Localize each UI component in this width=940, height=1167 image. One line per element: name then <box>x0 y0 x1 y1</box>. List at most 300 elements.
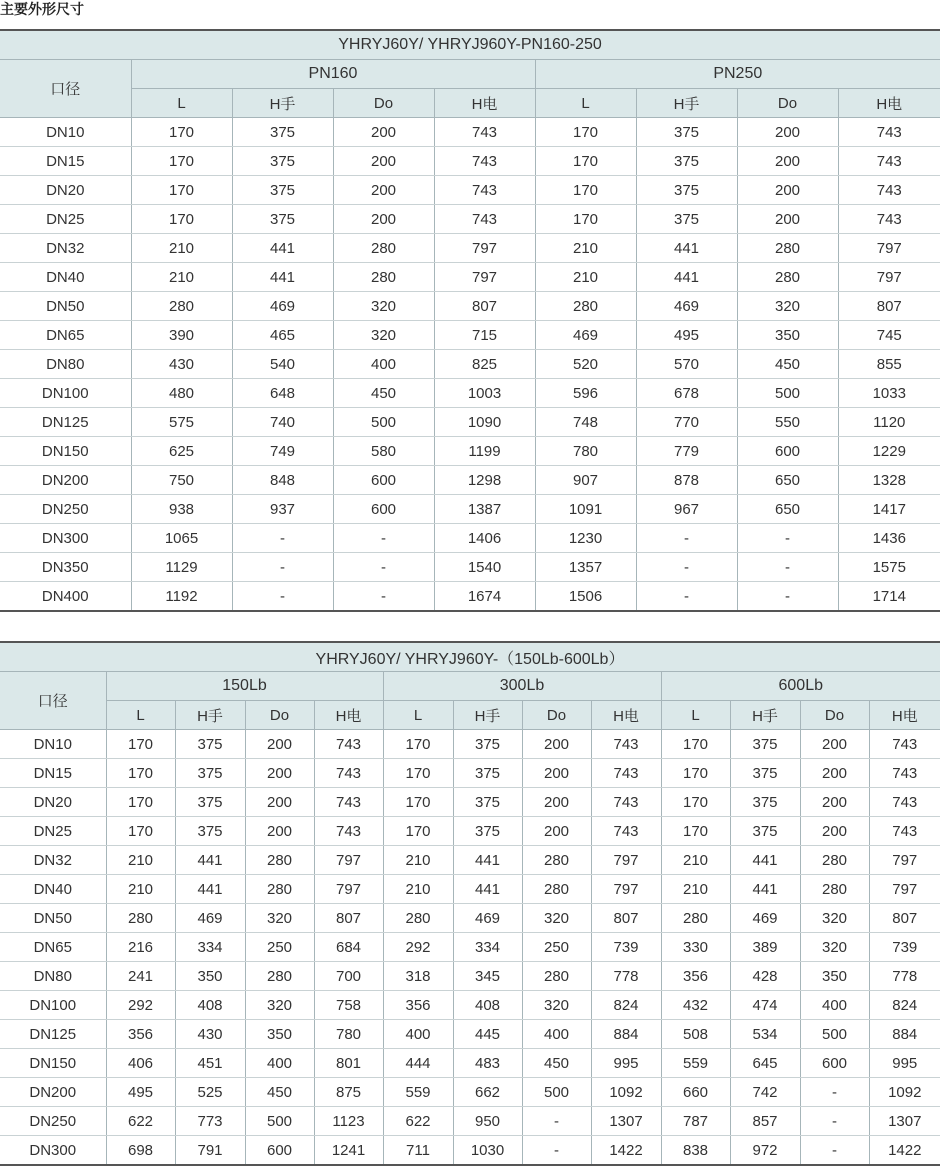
table-row <box>0 437 940 466</box>
table-row <box>0 1049 940 1078</box>
value-cell: 441 <box>730 846 800 875</box>
value-cell: 907 <box>535 466 636 495</box>
value-cell: 200 <box>800 817 869 846</box>
value-cell: 678 <box>636 379 737 408</box>
value-cell: 625 <box>131 437 232 466</box>
value-cell: 743 <box>869 759 940 788</box>
value-cell: 280 <box>522 875 591 904</box>
value-cell: 210 <box>535 234 636 263</box>
column-header: L <box>661 701 730 730</box>
column-header: L <box>131 89 232 118</box>
value-cell: 791 <box>175 1136 245 1166</box>
value-cell: 375 <box>453 759 522 788</box>
column-header: Do <box>333 89 434 118</box>
value-cell: 170 <box>535 205 636 234</box>
value-cell: 375 <box>453 730 522 759</box>
value-cell: 1199 <box>434 437 535 466</box>
value-cell: 743 <box>591 817 661 846</box>
value-cell: 375 <box>232 176 333 205</box>
value-cell: 450 <box>245 1078 314 1107</box>
value-cell: 1092 <box>591 1078 661 1107</box>
value-cell: 389 <box>730 933 800 962</box>
caliber-cell: DN250 <box>0 495 131 524</box>
value-cell: 375 <box>730 788 800 817</box>
table-row <box>0 176 940 205</box>
value-cell: 432 <box>661 991 730 1020</box>
value-cell: 1387 <box>434 495 535 524</box>
value-cell: 356 <box>106 1020 175 1049</box>
value-cell: 622 <box>383 1107 453 1136</box>
value-cell: 320 <box>800 904 869 933</box>
table-row <box>0 234 940 263</box>
value-cell: 662 <box>453 1078 522 1107</box>
value-cell: 406 <box>106 1049 175 1078</box>
value-cell: 797 <box>434 234 535 263</box>
value-cell: 200 <box>737 118 838 147</box>
value-cell: 469 <box>175 904 245 933</box>
value-cell: 334 <box>453 933 522 962</box>
value-cell: 210 <box>106 875 175 904</box>
caliber-header: 口径 <box>0 672 106 730</box>
caliber-cell: DN125 <box>0 408 131 437</box>
value-cell: 855 <box>838 350 940 379</box>
value-cell: 857 <box>730 1107 800 1136</box>
value-cell: 495 <box>106 1078 175 1107</box>
value-cell: 170 <box>535 118 636 147</box>
value-cell: 580 <box>333 437 434 466</box>
value-cell: 1003 <box>434 379 535 408</box>
value-cell: 375 <box>636 176 737 205</box>
value-cell: - <box>522 1107 591 1136</box>
value-cell: 824 <box>869 991 940 1020</box>
value-cell: 1307 <box>869 1107 940 1136</box>
value-cell: 743 <box>591 759 661 788</box>
value-cell: 200 <box>522 788 591 817</box>
table-row <box>0 933 940 962</box>
value-cell: 743 <box>591 788 661 817</box>
value-cell: 350 <box>737 321 838 350</box>
page-heading: 主要外形尺寸 <box>0 1 84 17</box>
value-cell: 330 <box>661 933 730 962</box>
caliber-cell: DN350 <box>0 553 131 582</box>
caliber-cell: DN80 <box>0 350 131 379</box>
value-cell: 1065 <box>131 524 232 553</box>
value-cell: 1357 <box>535 553 636 582</box>
value-cell: 540 <box>232 350 333 379</box>
value-cell: 375 <box>453 817 522 846</box>
value-cell: 200 <box>800 730 869 759</box>
value-cell: 320 <box>245 904 314 933</box>
value-cell: 1129 <box>131 553 232 582</box>
table-row <box>0 292 940 321</box>
table-row <box>0 379 940 408</box>
caliber-cell: DN20 <box>0 176 131 205</box>
value-cell: 797 <box>869 846 940 875</box>
caliber-cell: DN20 <box>0 788 106 817</box>
table-row <box>0 730 940 759</box>
caliber-header: 口径 <box>0 60 131 118</box>
value-cell: 750 <box>131 466 232 495</box>
value-cell: 797 <box>591 846 661 875</box>
value-cell: 444 <box>383 1049 453 1078</box>
table-row <box>0 962 940 991</box>
group-header: 600Lb <box>661 672 940 701</box>
value-cell: 210 <box>383 846 453 875</box>
value-cell: 200 <box>245 788 314 817</box>
group-header: 300Lb <box>383 672 661 701</box>
value-cell: 320 <box>522 991 591 1020</box>
value-cell: 1230 <box>535 524 636 553</box>
table-row <box>0 788 940 817</box>
value-cell: 280 <box>737 234 838 263</box>
value-cell: 350 <box>175 962 245 991</box>
caliber-cell: DN50 <box>0 292 131 321</box>
column-header: H电 <box>838 89 940 118</box>
value-cell: 825 <box>434 350 535 379</box>
value-cell: 170 <box>661 788 730 817</box>
value-cell: 170 <box>106 759 175 788</box>
value-cell: - <box>333 553 434 582</box>
caliber-cell: DN125 <box>0 1020 106 1049</box>
caliber-cell: DN200 <box>0 466 131 495</box>
value-cell: 500 <box>800 1020 869 1049</box>
caliber-cell: DN32 <box>0 846 106 875</box>
value-cell: 937 <box>232 495 333 524</box>
value-cell: 408 <box>175 991 245 1020</box>
value-cell: 743 <box>869 730 940 759</box>
value-cell: 480 <box>131 379 232 408</box>
value-cell: 778 <box>591 962 661 991</box>
value-cell: 428 <box>730 962 800 991</box>
value-cell: 745 <box>838 321 940 350</box>
value-cell: - <box>800 1136 869 1166</box>
table-row <box>0 1136 940 1166</box>
value-cell: 451 <box>175 1049 245 1078</box>
value-cell: 450 <box>737 350 838 379</box>
value-cell: 1090 <box>434 408 535 437</box>
value-cell: 200 <box>245 730 314 759</box>
value-cell: 210 <box>661 875 730 904</box>
value-cell: 740 <box>232 408 333 437</box>
value-cell: 469 <box>232 292 333 321</box>
value-cell: 773 <box>175 1107 245 1136</box>
value-cell: 743 <box>838 176 940 205</box>
value-cell: 375 <box>232 205 333 234</box>
caliber-cell: DN10 <box>0 730 106 759</box>
value-cell: 807 <box>591 904 661 933</box>
value-cell: 170 <box>106 730 175 759</box>
value-cell: 743 <box>838 147 940 176</box>
value-cell: 743 <box>314 788 383 817</box>
value-cell: 600 <box>800 1049 869 1078</box>
value-cell: 770 <box>636 408 737 437</box>
column-header: H手 <box>232 89 333 118</box>
value-cell: 200 <box>522 759 591 788</box>
column-header: Do <box>737 89 838 118</box>
value-cell: - <box>737 553 838 582</box>
value-cell: 743 <box>314 759 383 788</box>
value-cell: 622 <box>106 1107 175 1136</box>
value-cell: 600 <box>333 466 434 495</box>
value-cell: 170 <box>535 176 636 205</box>
value-cell: 797 <box>838 234 940 263</box>
value-cell: 660 <box>661 1078 730 1107</box>
value-cell: 280 <box>333 234 434 263</box>
value-cell: 170 <box>535 147 636 176</box>
value-cell: 1422 <box>591 1136 661 1166</box>
value-cell: 200 <box>737 147 838 176</box>
value-cell: 445 <box>453 1020 522 1049</box>
table-row <box>0 846 940 875</box>
value-cell: 797 <box>591 875 661 904</box>
value-cell: - <box>800 1078 869 1107</box>
value-cell: 938 <box>131 495 232 524</box>
value-cell: 797 <box>838 263 940 292</box>
dimension-table-150lb-600lb <box>0 641 940 1166</box>
value-cell: 824 <box>591 991 661 1020</box>
value-cell: 838 <box>661 1136 730 1166</box>
value-cell: 500 <box>333 408 434 437</box>
value-cell: 280 <box>661 904 730 933</box>
value-cell: 645 <box>730 1049 800 1078</box>
caliber-cell: DN32 <box>0 234 131 263</box>
table-row <box>0 875 940 904</box>
value-cell: 967 <box>636 495 737 524</box>
table-row <box>0 495 940 524</box>
value-cell: 375 <box>730 730 800 759</box>
value-cell: 210 <box>383 875 453 904</box>
value-cell: 441 <box>175 846 245 875</box>
value-cell: 400 <box>333 350 434 379</box>
value-cell: 400 <box>800 991 869 1020</box>
table-row <box>0 991 940 1020</box>
table-row <box>0 466 940 495</box>
value-cell: 210 <box>131 234 232 263</box>
column-header: Do <box>800 701 869 730</box>
table-row <box>0 350 940 379</box>
value-cell: 807 <box>869 904 940 933</box>
value-cell: - <box>636 553 737 582</box>
group-header: PN250 <box>535 60 940 89</box>
value-cell: 1229 <box>838 437 940 466</box>
value-cell: 170 <box>661 730 730 759</box>
value-cell: 345 <box>453 962 522 991</box>
value-cell: 400 <box>383 1020 453 1049</box>
table-row <box>0 118 940 147</box>
value-cell: 430 <box>131 350 232 379</box>
value-cell: 200 <box>333 205 434 234</box>
value-cell: 250 <box>245 933 314 962</box>
value-cell: 1192 <box>131 582 232 612</box>
caliber-cell: DN100 <box>0 991 106 1020</box>
value-cell: 441 <box>232 234 333 263</box>
value-cell: 350 <box>245 1020 314 1049</box>
value-cell: 280 <box>383 904 453 933</box>
value-cell: 495 <box>636 321 737 350</box>
table-row <box>0 1078 940 1107</box>
caliber-cell: DN40 <box>0 875 106 904</box>
value-cell: 1120 <box>838 408 940 437</box>
caliber-cell: DN25 <box>0 205 131 234</box>
value-cell: 559 <box>383 1078 453 1107</box>
value-cell: 170 <box>661 759 730 788</box>
value-cell: 778 <box>869 962 940 991</box>
caliber-cell: DN400 <box>0 582 131 612</box>
value-cell: 715 <box>434 321 535 350</box>
value-cell: 375 <box>175 817 245 846</box>
value-cell: 739 <box>591 933 661 962</box>
value-cell: 334 <box>175 933 245 962</box>
value-cell: 450 <box>333 379 434 408</box>
value-cell: 200 <box>522 730 591 759</box>
value-cell: 995 <box>869 1049 940 1078</box>
table-title: YHRYJ60Y/ YHRYJ960Y-PN160-250 <box>0 30 940 60</box>
value-cell: 200 <box>333 176 434 205</box>
value-cell: 200 <box>522 817 591 846</box>
value-cell: 441 <box>453 875 522 904</box>
value-cell: 210 <box>131 263 232 292</box>
value-cell: 1506 <box>535 582 636 612</box>
value-cell: 400 <box>522 1020 591 1049</box>
value-cell: 743 <box>869 817 940 846</box>
value-cell: 797 <box>314 846 383 875</box>
value-cell: 1436 <box>838 524 940 553</box>
value-cell: 600 <box>245 1136 314 1166</box>
value-cell: 170 <box>131 118 232 147</box>
caliber-cell: DN15 <box>0 759 106 788</box>
value-cell: 848 <box>232 466 333 495</box>
value-cell: 280 <box>522 962 591 991</box>
value-cell: 200 <box>245 759 314 788</box>
value-cell: 469 <box>535 321 636 350</box>
value-cell: 469 <box>453 904 522 933</box>
value-cell: 743 <box>838 205 940 234</box>
table-row <box>0 759 940 788</box>
value-cell: - <box>737 582 838 612</box>
value-cell: 170 <box>131 147 232 176</box>
value-cell: 375 <box>175 759 245 788</box>
value-cell: - <box>636 524 737 553</box>
value-cell: 375 <box>232 118 333 147</box>
value-cell: 1714 <box>838 582 940 612</box>
value-cell: 570 <box>636 350 737 379</box>
value-cell: 280 <box>131 292 232 321</box>
table-row <box>0 1020 940 1049</box>
value-cell: 450 <box>522 1049 591 1078</box>
value-cell: 575 <box>131 408 232 437</box>
value-cell: 375 <box>175 788 245 817</box>
value-cell: 280 <box>800 875 869 904</box>
value-cell: 950 <box>453 1107 522 1136</box>
value-cell: 170 <box>106 817 175 846</box>
value-cell: 210 <box>535 263 636 292</box>
value-cell: 200 <box>800 759 869 788</box>
value-cell: 884 <box>591 1020 661 1049</box>
value-cell: 320 <box>333 321 434 350</box>
value-cell: 210 <box>661 846 730 875</box>
value-cell: 170 <box>383 817 453 846</box>
column-header: H手 <box>730 701 800 730</box>
table-row <box>0 408 940 437</box>
value-cell: 408 <box>453 991 522 1020</box>
value-cell: 441 <box>636 234 737 263</box>
value-cell: 280 <box>522 846 591 875</box>
column-header: Do <box>522 701 591 730</box>
value-cell: 1540 <box>434 553 535 582</box>
value-cell: 550 <box>737 408 838 437</box>
value-cell: 320 <box>800 933 869 962</box>
column-header: Do <box>245 701 314 730</box>
dimension-table-pn160-250 <box>0 29 940 612</box>
value-cell: 797 <box>869 875 940 904</box>
value-cell: 596 <box>535 379 636 408</box>
caliber-cell: DN65 <box>0 933 106 962</box>
value-cell: 797 <box>314 875 383 904</box>
value-cell: 559 <box>661 1049 730 1078</box>
value-cell: 375 <box>232 147 333 176</box>
value-cell: 743 <box>434 118 535 147</box>
value-cell: 748 <box>535 408 636 437</box>
value-cell: 1406 <box>434 524 535 553</box>
table-row <box>0 817 940 846</box>
value-cell: 650 <box>737 495 838 524</box>
caliber-cell: DN65 <box>0 321 131 350</box>
value-cell: 170 <box>661 817 730 846</box>
value-cell: 743 <box>591 730 661 759</box>
column-header: L <box>383 701 453 730</box>
caliber-cell: DN200 <box>0 1078 106 1107</box>
value-cell: 320 <box>737 292 838 321</box>
table-row <box>0 205 940 234</box>
column-header: H手 <box>453 701 522 730</box>
value-cell: 1674 <box>434 582 535 612</box>
value-cell: 200 <box>333 147 434 176</box>
value-cell: 758 <box>314 991 383 1020</box>
value-cell: 320 <box>245 991 314 1020</box>
column-header: L <box>535 89 636 118</box>
value-cell: 743 <box>314 817 383 846</box>
value-cell: 743 <box>869 788 940 817</box>
group-header: PN160 <box>131 60 535 89</box>
value-cell: 375 <box>636 118 737 147</box>
value-cell: 465 <box>232 321 333 350</box>
value-cell: 241 <box>106 962 175 991</box>
column-header: H手 <box>636 89 737 118</box>
value-cell: 972 <box>730 1136 800 1166</box>
value-cell: 1123 <box>314 1107 383 1136</box>
value-cell: 292 <box>383 933 453 962</box>
value-cell: 743 <box>434 147 535 176</box>
table-row <box>0 524 940 553</box>
value-cell: 1033 <box>838 379 940 408</box>
value-cell: - <box>333 524 434 553</box>
value-cell: 1328 <box>838 466 940 495</box>
value-cell: 390 <box>131 321 232 350</box>
value-cell: 780 <box>314 1020 383 1049</box>
caliber-cell: DN150 <box>0 1049 106 1078</box>
value-cell: 807 <box>434 292 535 321</box>
column-header: H手 <box>175 701 245 730</box>
value-cell: 500 <box>245 1107 314 1136</box>
value-cell: 739 <box>869 933 940 962</box>
value-cell: 807 <box>838 292 940 321</box>
value-cell: 280 <box>245 846 314 875</box>
value-cell: 525 <box>175 1078 245 1107</box>
value-cell: 483 <box>453 1049 522 1078</box>
value-cell: 650 <box>737 466 838 495</box>
value-cell: 1241 <box>314 1136 383 1166</box>
value-cell: 200 <box>333 118 434 147</box>
